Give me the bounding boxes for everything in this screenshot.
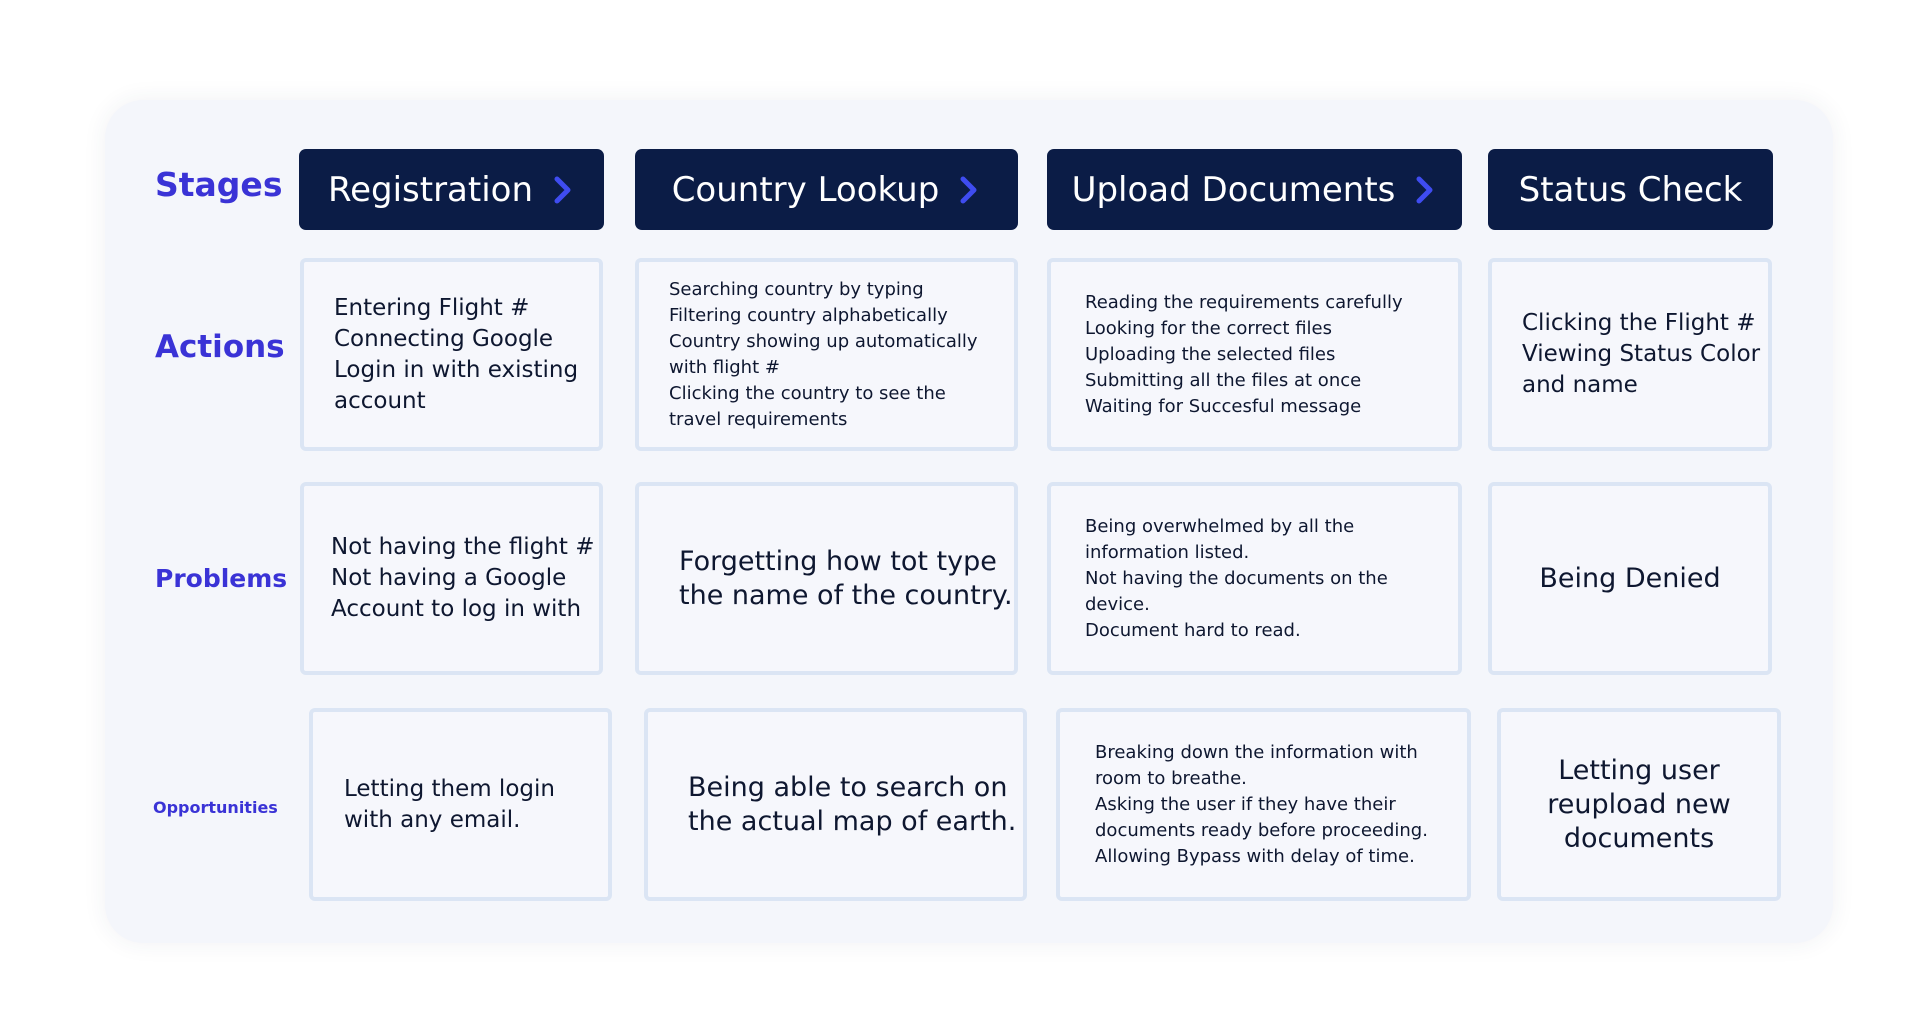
problem-card-registration	[300, 482, 603, 675]
opportunity-text: Letting them login with any email.	[344, 775, 555, 833]
action-card-upload-documents	[1047, 258, 1462, 451]
problem-card-upload-documents	[1047, 482, 1462, 675]
stage-label: Country Lookup	[671, 169, 940, 210]
stage-upload-documents	[1047, 149, 1462, 230]
stage-country-lookup	[635, 149, 1018, 230]
problem-text: Not having the flight # Not having a Google Account to log in with	[331, 534, 595, 622]
chevron-right-icon	[957, 175, 981, 205]
opportunity-text: Letting user reupload new documents	[1547, 754, 1731, 854]
stage-registration	[299, 149, 604, 230]
action-text: Clicking the Flight # Viewing Status Color and name	[1522, 310, 1761, 398]
opportunity-card-registration	[309, 708, 612, 901]
action-text: Reading the requirements carefully Looking for the correct files Uploading the selected files Submitting all the files at once Waiting for Succesful message	[1085, 291, 1403, 417]
row-label-actions: Actions	[155, 329, 285, 365]
action-text: Searching country by typing Filtering country alphabetically Country showing up automatically with flight # Clicking the country to see the travel requirements	[669, 278, 978, 430]
row-label-opportunities: Opportunities	[153, 798, 278, 817]
row-label-problems: Problems	[155, 564, 288, 593]
problem-text: Forgetting how tot type the name of the country.	[679, 545, 1013, 611]
opportunity-card-status-check	[1497, 708, 1781, 901]
problem-text: Being Denied	[1539, 562, 1721, 594]
chevron-right-icon	[551, 175, 575, 205]
action-card-country-lookup	[635, 258, 1018, 451]
stage-status-check	[1488, 149, 1773, 230]
problem-text: Being overwhelmed by all the information listed. Not having the documents on the device. Document hard to read.	[1085, 515, 1388, 641]
problem-card-status-check	[1488, 482, 1772, 675]
problem-card-country-lookup	[635, 482, 1018, 675]
action-card-registration	[300, 258, 603, 451]
row-label-stages: Stages	[155, 165, 283, 204]
opportunity-card-country-lookup	[644, 708, 1027, 901]
stage-label: Upload Documents	[1071, 169, 1396, 210]
action-card-status-check	[1488, 258, 1772, 451]
opportunity-text: Breaking down the information with room to breathe. Asking the user if they have their documents ready before proceeding. Allowing Bypass with delay of time.	[1095, 741, 1428, 867]
stage-label: Registration	[327, 169, 534, 210]
stage-label: Status Check	[1518, 169, 1743, 210]
opportunity-text: Being able to search on the actual map of earth.	[688, 771, 1017, 837]
opportunity-card-upload-documents	[1056, 708, 1471, 901]
action-text: Entering Flight # Connecting Google Login in with existing account	[334, 294, 579, 414]
chevron-right-icon	[1413, 175, 1437, 205]
